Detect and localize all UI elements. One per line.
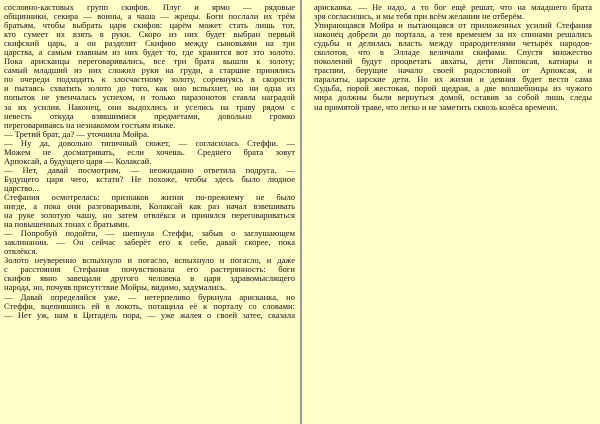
right-page[interactable]: [302, 0, 600, 424]
text-line: переговариваясь на незнакомом гостьям языке.: [4, 119, 176, 130]
text-line: Стеффи, вцепившись ей в локоть, потащила её к порталу со словами:: [4, 300, 295, 311]
text-line: — Попробуй подойти, — шепнула Стеффи, забыв о заглушающем: [4, 228, 295, 239]
text-line: и пытаясь схватить золото до того, как оно вспыхнет, но ни одна из: [4, 83, 295, 94]
text-line: Судьба, порой жестокая, порой щедрая, а две волшебницы из чужого: [314, 83, 592, 94]
text-line: сколотов, что в Элладе величали скифами. Спустя множество: [314, 47, 592, 58]
text-line: попыток не увенчалась успехом, и только паразонотов ставла наградой: [4, 92, 295, 103]
text-line: — Давай определяйся уже, — нетерпеливо буркнула арисканка, но: [4, 291, 295, 302]
text-line: зря согласились, и мы тебя при всём желании не отберём.: [314, 11, 525, 22]
text-line: на повышенных тонах с братьями.: [4, 219, 130, 230]
text-line: Арпоксай, а будущего царя — Колаксай.: [4, 155, 152, 166]
text-line: траспии, берущие начало своей родословной от Арпоксая, и: [314, 65, 592, 76]
text-line: нигде, а пока они разговаривали, Колаксай как раз начал взвешивать: [4, 201, 295, 212]
text-line: отвлёкся.: [4, 246, 38, 257]
left-page-text: [4, 3, 295, 320]
text-line: народа, но, почуяв присутствие Мойры, видимо, задумались.: [4, 282, 227, 293]
text-line: скифский царь, а он разделит Скифию между сыновьями на три: [4, 38, 295, 49]
text-line: заклинании. — Он сейчас заберёт его к себе, давай скорее, пока: [4, 237, 295, 248]
text-line: паралаты, царские дети. Но их жизни и деяния будет вести сама: [314, 74, 592, 85]
text-line: Стефания осмотрелась: признаков жизни по-прежнему не было: [4, 191, 295, 202]
text-line: скифов явно завещали другого человека в царя здравомыслящего: [4, 273, 295, 284]
text-line: Будущего царя чего, кстати? Не похоже, чтобы здесь было людное: [4, 173, 295, 184]
text-line: царство...: [4, 182, 39, 193]
text-line: мира должны были вернуться домой, оставив за собой лишь следы: [314, 92, 592, 103]
text-line: — Третий брат, да? — уточнила Мойра.: [4, 128, 150, 139]
text-line: братьям, чтобы выбрать царя скифов: царём может стать лишь тот,: [4, 20, 295, 31]
text-line: с расстояния Стефания почувствовала его растерянность: боги: [4, 264, 295, 275]
text-line: невесть откуда взявшимися предметами, довольно громко: [4, 110, 295, 121]
text-line: общинники, секира — воины, а чаша — жрецы. Боги послали их трём: [4, 11, 295, 22]
text-line: — Ну да, довольно типичный сюжет, — согласилась Стеффи. —: [4, 137, 295, 148]
text-line: — Нет, давай посмотрим, — неожиданно ответила подруга. —: [4, 164, 295, 175]
text-line: самый младший из них сложил руки на груди, а старшие принялись: [4, 65, 295, 76]
text-line: судьбы и делилась власть между прародителями четырёх народов-: [314, 38, 592, 49]
text-line: сословно-кастовых групп скифов. Плуг и ярмо — рядовые: [4, 2, 295, 12]
text-line: на примятой траве, что легко и не заметить сквозь колёса времени.: [314, 101, 558, 112]
text-line: по очереди подходить к злосчастному золоту, соревнуясь в скорости: [4, 74, 295, 85]
text-line: поколений будут процветать авхаты, дети Липоксая, катиары и: [314, 56, 592, 67]
text-line: арисканка. — Не надо, а то бог ещё решат, что на младшего брата: [314, 2, 592, 12]
text-line: — Нет уж, нам в Цитадель пора, — уже жалея о своей затее, сказала: [4, 309, 295, 320]
text-line: на руке золотую чашу, но затем отвлёкся и принялся переговариваться: [4, 210, 295, 221]
text-line: Упирающаяся Мойра и пытающаяся от приложенных усилий Стефания: [314, 20, 592, 31]
text-line: наконец добрели до портала, а тем временем за их спинами решались: [314, 29, 592, 40]
text-line: царства, а самым главным из них будет то, где хранится вот это золото.: [4, 47, 295, 58]
text-line: за их усилия. Наконец, они выдохлись и уселись на траву рядом с: [4, 101, 295, 112]
right-page-text: [314, 3, 592, 112]
text-line: кто сумеет их взять в руки. Скоро из них будет выбран первый: [4, 29, 295, 40]
text-line: Можем не досматривать, если хочешь. Среднего брата зовут: [4, 146, 295, 157]
text-line: Пока арисканцы переговаривались, все три брата вышли к золоту;: [4, 56, 295, 67]
text-line: Золото неуверенно вспыхнуло и погасло, вспыхнуло и погасло, и даже: [4, 255, 295, 266]
